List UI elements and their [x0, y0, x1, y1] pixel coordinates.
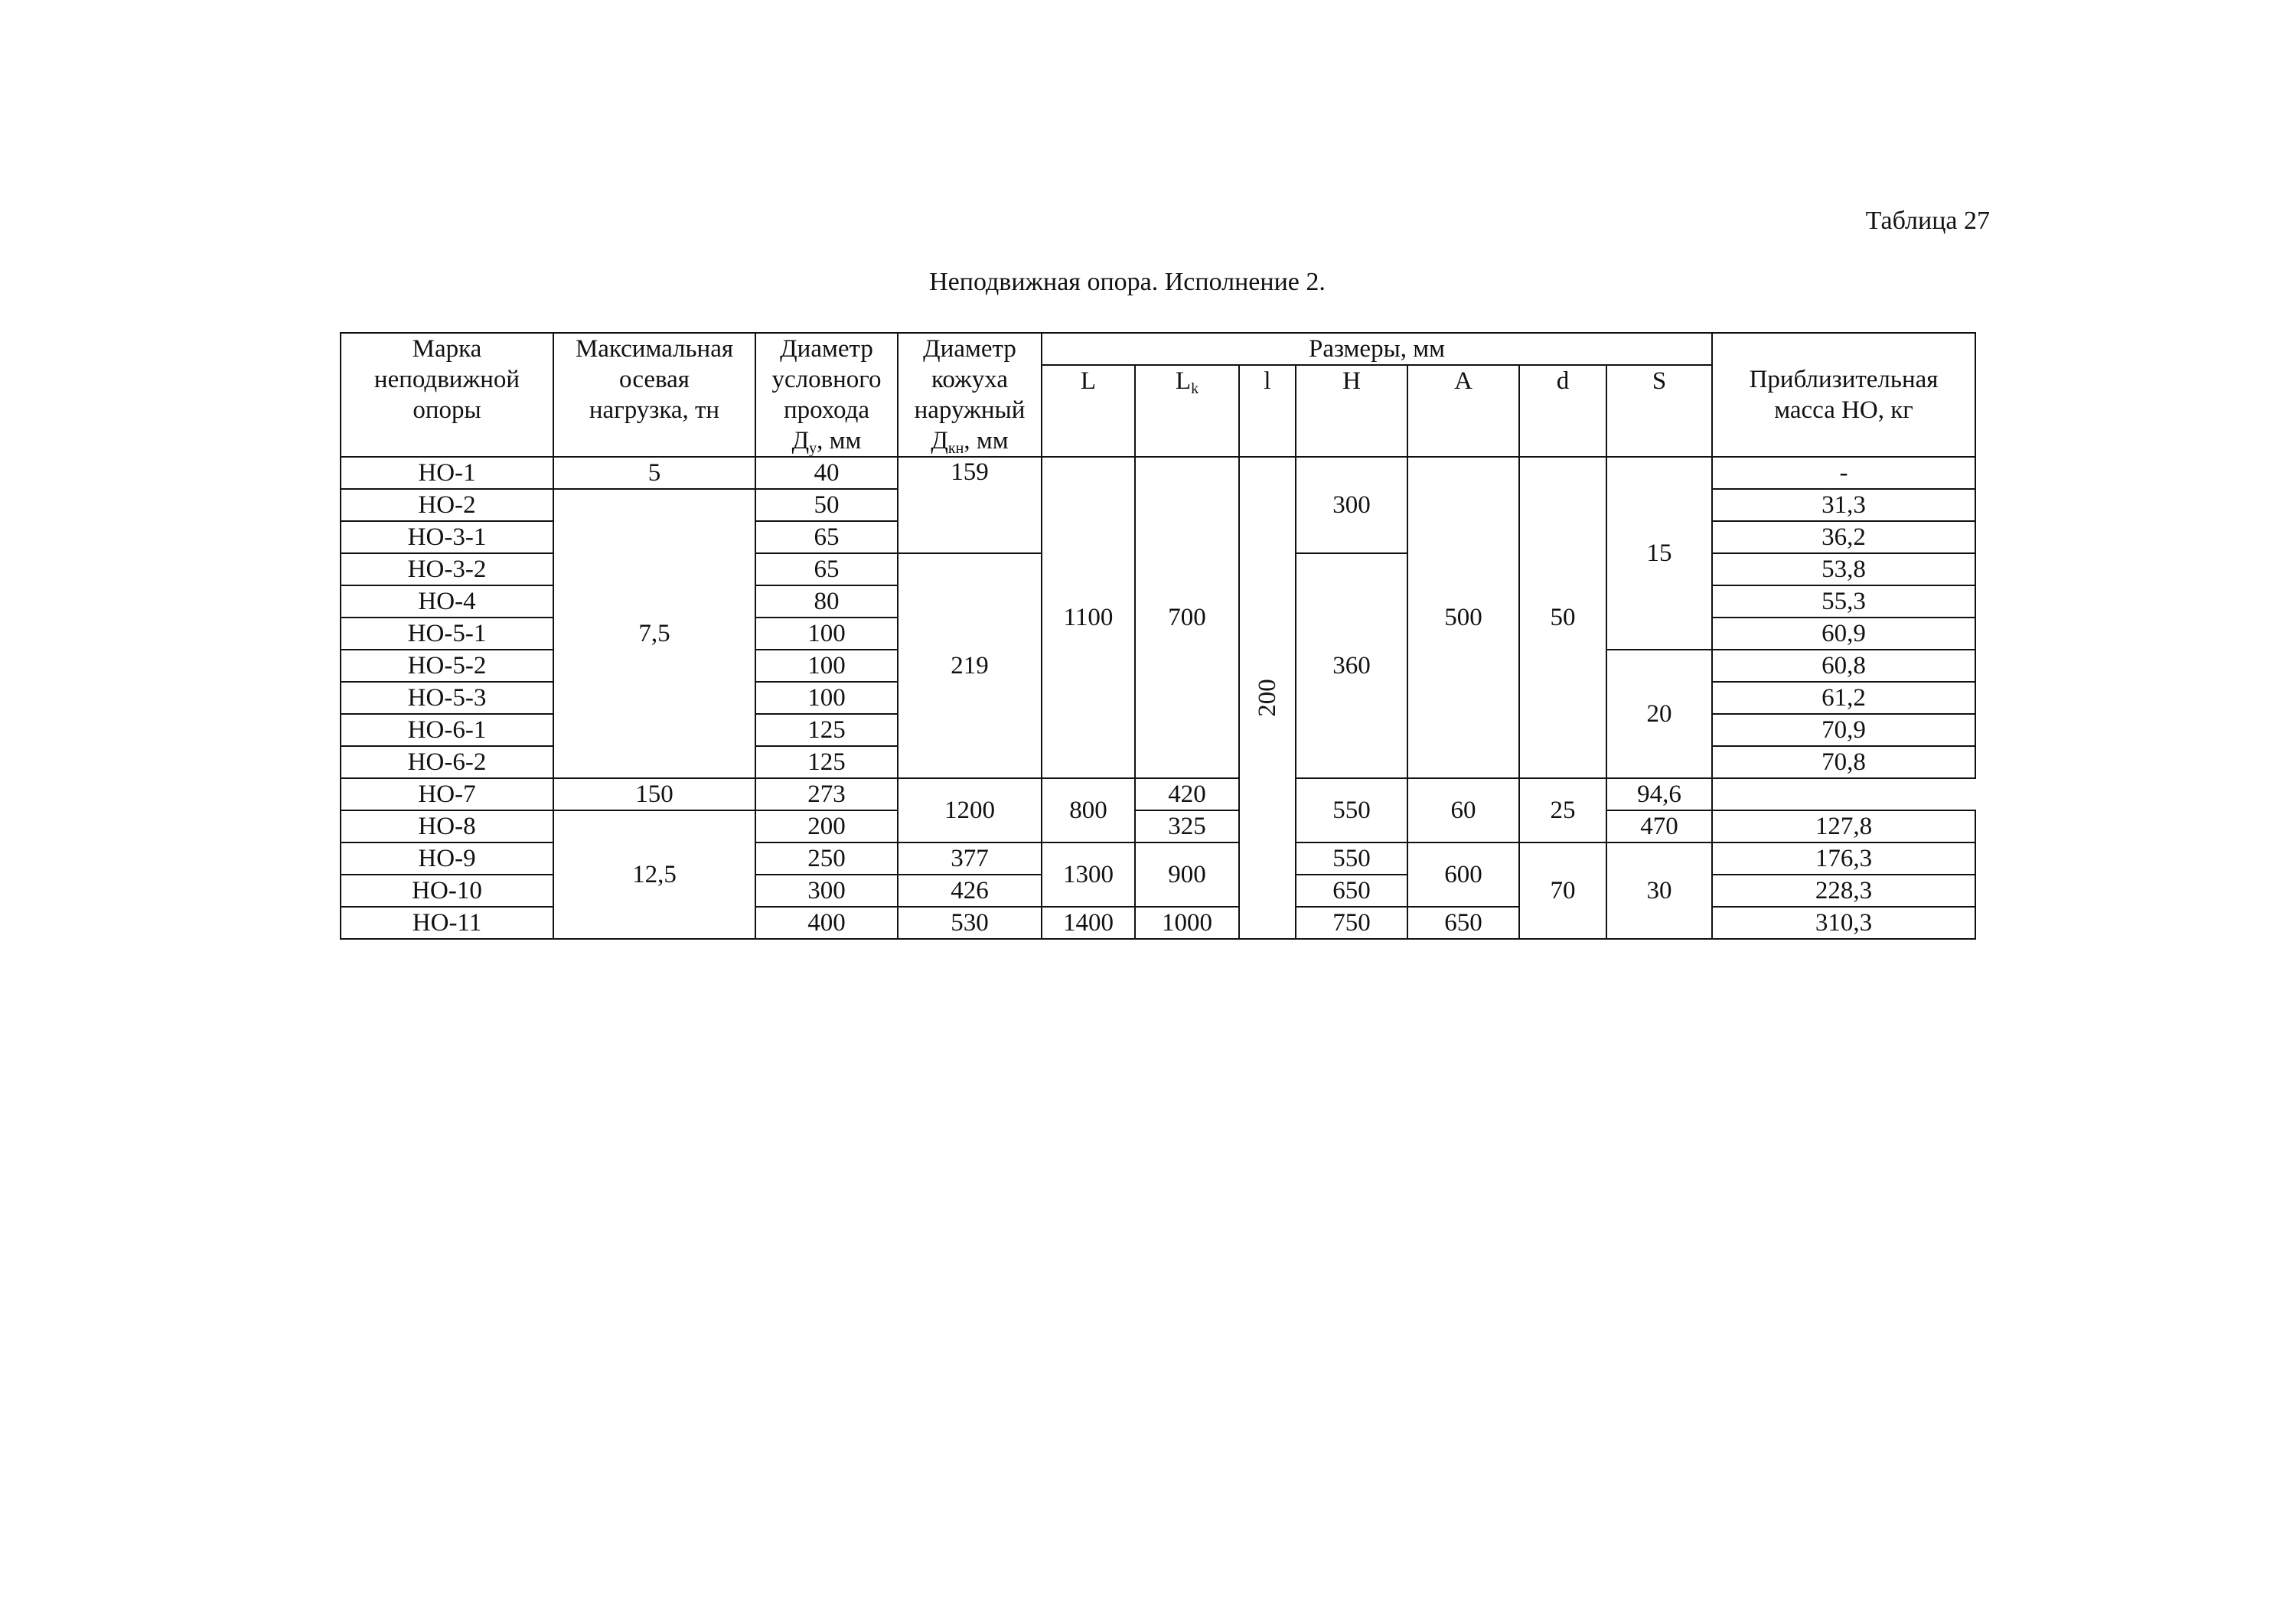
- cell-mark: НО-6-1: [341, 714, 553, 746]
- header-dim-l: l: [1239, 365, 1296, 457]
- cell-mass: 31,3: [1712, 489, 1975, 521]
- cell-dn: 100: [755, 650, 898, 682]
- cell-dkn: 377: [898, 842, 1042, 875]
- cell-Lk: 800: [1042, 778, 1135, 842]
- cell-A: 550: [1296, 778, 1407, 842]
- header-mark: Марка неподвижной опоры: [341, 333, 553, 457]
- table-title: Неподвижная опора. Исполнение 2.: [929, 268, 1326, 296]
- header-dim-H: H: [1296, 365, 1407, 457]
- cell-dn: 65: [755, 553, 898, 585]
- cell-mark: НО-5-3: [341, 682, 553, 714]
- cell-mass: 36,2: [1712, 521, 1975, 553]
- cell-mass: 53,8: [1712, 553, 1975, 585]
- table-row: [341, 457, 1975, 489]
- cell-mark: НО-3-1: [341, 521, 553, 553]
- cell-d: 60: [1407, 778, 1519, 842]
- cell-mark: НО-5-2: [341, 650, 553, 682]
- header-dim-d: d: [1519, 365, 1606, 457]
- cell-H: 420: [1135, 778, 1239, 810]
- cell-dkn: 325: [1135, 810, 1239, 842]
- cell-dn: 100: [755, 682, 898, 714]
- table-row: [341, 778, 1975, 810]
- cell-mass: 55,3: [1712, 585, 1975, 618]
- cell-dn: 300: [755, 875, 898, 907]
- cell-dkn: 219: [898, 553, 1042, 778]
- cell-H: 650: [1296, 875, 1407, 907]
- cell-d: 50: [1519, 457, 1606, 778]
- cell-mass: 310,3: [1712, 907, 1975, 939]
- cell-mass: 60,9: [1712, 618, 1975, 650]
- cell-S: 20: [1606, 650, 1712, 778]
- header-dim-A: A: [1407, 365, 1519, 457]
- cell-A: 650: [1407, 907, 1519, 939]
- cell-dkn: 426: [898, 875, 1042, 907]
- cell-load: 5: [553, 457, 755, 489]
- cell-mark: НО-10: [341, 875, 553, 907]
- header-dim-L: L: [1042, 365, 1135, 457]
- cell-H: 750: [1296, 907, 1407, 939]
- cell-H: 550: [1296, 842, 1407, 875]
- cell-L: 1300: [1042, 842, 1135, 907]
- cell-Lk: 900: [1135, 842, 1239, 907]
- header-mass: Приблизительная масса НО, кг: [1712, 333, 1975, 457]
- cell-mark: НО-8: [341, 810, 553, 842]
- table-number: Таблица 27: [1865, 207, 1990, 235]
- cell-mark: НО-4: [341, 585, 553, 618]
- cell-d: 70: [1519, 842, 1606, 939]
- cell-A: 500: [1407, 457, 1519, 778]
- cell-dn: 400: [755, 907, 898, 939]
- cell-dn: 50: [755, 489, 898, 521]
- cell-mass: 61,2: [1712, 682, 1975, 714]
- cell-dn: 80: [755, 585, 898, 618]
- cell-dkn: 530: [898, 907, 1042, 939]
- cell-load: 12,5: [553, 810, 755, 939]
- cell-dn: 125: [755, 746, 898, 778]
- cell-mass: 70,9: [1712, 714, 1975, 746]
- cell-H: 360: [1296, 553, 1407, 778]
- cell-dkn: 273: [755, 778, 898, 810]
- header-casing-diameter: Диаметр кожуха наружный $Д_{кн}$, мм: [898, 333, 1042, 457]
- cell-dn: 150: [553, 778, 755, 810]
- cell-L: 1400: [1042, 907, 1135, 939]
- table-row: [341, 810, 1975, 842]
- cell-mark: НО-3-2: [341, 553, 553, 585]
- cell-mark: НО-5-1: [341, 618, 553, 650]
- cell-Lk: 1000: [1135, 907, 1239, 939]
- header-max-load: Максимальная осевая нагрузка, тн: [553, 333, 755, 457]
- header-nominal-diameter: Диаметр условного прохода $Д_у$, мм: [755, 333, 898, 457]
- header-dim-Lk: $L_k$: [1135, 365, 1239, 457]
- cell-mass: 228,3: [1712, 875, 1975, 907]
- cell-mark: НО-1: [341, 457, 553, 489]
- cell-dn: 65: [755, 521, 898, 553]
- cell-S: 15: [1606, 457, 1712, 650]
- cell-mark: НО-11: [341, 907, 553, 939]
- cell-mass: -: [1712, 457, 1975, 489]
- cell-S: 25: [1519, 778, 1606, 842]
- support-spec-table: [340, 332, 1976, 940]
- cell-dn: 100: [755, 618, 898, 650]
- cell-A: 600: [1407, 842, 1519, 907]
- cell-H: 300: [1296, 457, 1407, 553]
- cell-mass: 60,8: [1712, 650, 1975, 682]
- cell-mark: НО-6-2: [341, 746, 553, 778]
- cell-dn: 250: [755, 842, 898, 875]
- header-dimensions: Размеры, мм: [1042, 333, 1712, 365]
- cell-mass: 127,8: [1712, 810, 1975, 842]
- cell-mass: 94,6: [1606, 778, 1712, 810]
- cell-L: 1100: [1042, 457, 1135, 778]
- header-dim-S: S: [1606, 365, 1712, 457]
- cell-H: 470: [1606, 810, 1712, 842]
- cell-load: 7,5: [553, 489, 755, 778]
- cell-dn: 200: [755, 810, 898, 842]
- cell-mark: НО-9: [341, 842, 553, 875]
- cell-mass: 70,8: [1712, 746, 1975, 778]
- cell-l: 200: [1239, 457, 1296, 939]
- cell-dn: 125: [755, 714, 898, 746]
- cell-dkn: 159: [898, 457, 1042, 553]
- cell-L: 1200: [898, 778, 1042, 842]
- cell-mark: НО-2: [341, 489, 553, 521]
- cell-S: 30: [1606, 842, 1712, 939]
- cell-mark: НО-7: [341, 778, 553, 810]
- cell-dn: 40: [755, 457, 898, 489]
- cell-Lk: 700: [1135, 457, 1239, 778]
- cell-mass: 176,3: [1712, 842, 1975, 875]
